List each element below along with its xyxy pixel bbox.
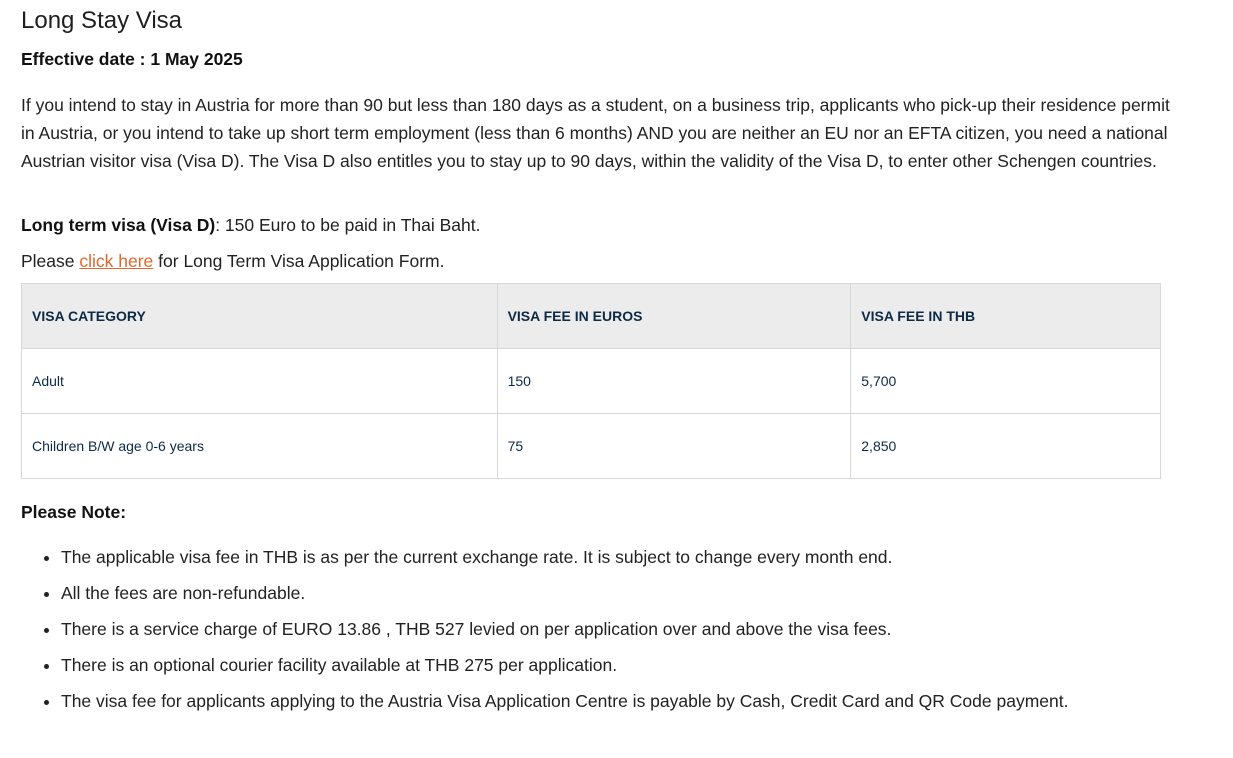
- table-header-row: [22, 284, 1161, 349]
- cell-fee-thb: 5,700: [851, 349, 1161, 414]
- header-visa-category: VISA CATEGORY: [22, 284, 498, 349]
- header-fee-thb: VISA FEE IN THB: [851, 284, 1161, 349]
- form-prefix: Please: [21, 251, 80, 271]
- fee-line: [21, 211, 480, 239]
- page-title: Long Stay Visa: [21, 7, 183, 34]
- effective-date: Effective date : 1 May 2025: [21, 49, 243, 69]
- list-item: • There is an optional courier facility available at THB 275 per application.: [61, 651, 1141, 679]
- cell-fee-euros: 150: [497, 349, 851, 414]
- form-suffix: for Long Term Visa Application Form.: [153, 251, 445, 271]
- fee-label: Long term visa (Visa D): [21, 215, 216, 235]
- notes-title: Please Note:: [21, 502, 127, 522]
- cell-fee-euros: 75: [497, 414, 851, 479]
- table-row: [22, 349, 1161, 414]
- notes-list: [21, 543, 1141, 723]
- list-item: • All the fees are non-refundable.: [61, 579, 1141, 607]
- cell-fee-thb: 2,850: [851, 414, 1161, 479]
- header-fee-euros: VISA FEE IN EUROS: [497, 284, 851, 349]
- table-row: [22, 414, 1161, 479]
- fee-text: : 150 Euro to be paid in Thai Baht.: [215, 215, 481, 235]
- cell-category: Children B/W age 0-6 years: [22, 414, 498, 479]
- intro-paragraph: If you intend to stay in Austria for more than 90 but less than 180 days as a student, on a business trip, applicants who pick-up their residence permit in Austria, or you intend to take up short term employment (less than 6 months) AND you are neither an EU nor an EFTA citizen, you need a national Austrian visitor visa (Visa D). The Visa D also entitles you to stay up to 90 days, within the validity of the Visa D, to enter other Schengen countries.: [21, 95, 1170, 171]
- cell-category: Adult: [22, 349, 498, 414]
- application-form-link[interactable]: click here: [79, 251, 154, 271]
- visa-fee-table: [21, 283, 1161, 479]
- list-item: • The visa fee for applicants applying to the Austria Visa Application Centre is payable by Cash, Credit Card and QR Code payment.: [61, 687, 1141, 715]
- form-line: [21, 247, 444, 275]
- list-item: • There is a service charge of EURO 13.86 , THB 527 levied on per application over and above the visa fees.: [61, 615, 1141, 643]
- list-item: • The applicable visa fee in THB is as per the current exchange rate. It is subject to change every month end.: [61, 543, 1141, 571]
